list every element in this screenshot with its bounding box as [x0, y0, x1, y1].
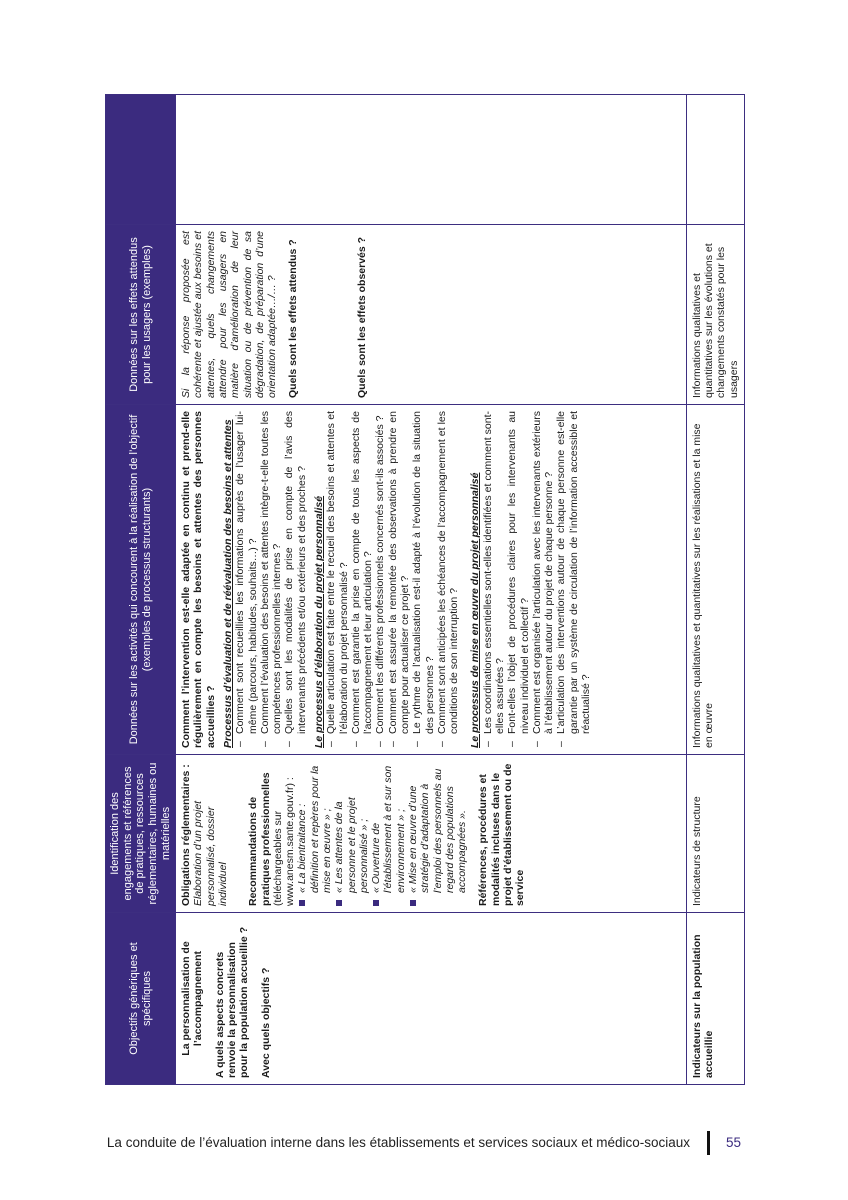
process-2-list: [325, 411, 460, 748]
process-3-title: Le processus de mise en œuvre du projet personnalisé: [469, 472, 482, 748]
header-activities: Données sur les activités qui concourent à la réalisation de l’objectif (exemples de processus structurants): [106, 405, 176, 755]
recommendations-text: (téléchargeables sur www.anesm.sante.gouv.fr) :: [271, 777, 297, 906]
footer-divider: [707, 1131, 710, 1155]
table-row-main: [176, 95, 687, 1085]
list-item: « Ouverture de l’établissement à et sur son environnement » ;: [370, 761, 407, 906]
process-1-title: Processus d’évaluation et de réévaluation des besoins et attentes: [222, 419, 235, 748]
rotated-table-block: [105, 95, 745, 1085]
list-item: – Le rythme de l’actualisation est-il adapté à l’évolution de la situation des personnes ?: [411, 411, 436, 748]
list-item: – Comment sont recueillies les informations auprès de l’usager lui-même (parcours, habitudes, souhaits…) ?: [234, 411, 259, 748]
evaluation-table: [105, 94, 745, 1085]
effects-question-1: Quels sont les effets attendus ?: [287, 239, 300, 398]
header-empty: [106, 95, 176, 225]
list-item: – Comment sont anticipées les échéances de l’accompagnement et les conditions de son interruption ?: [436, 411, 461, 748]
list-item: – Comment est assurée la remontée des observations à prendre en compte pour actualiser ce projet ?: [387, 411, 412, 748]
list-item: – Les coordinations essentielles sont-elles identifiées et comment sont-elles assurées ?: [482, 411, 507, 748]
effects-text: Si la réponse proposée est cohérente et ajustée aux besoins et attentes, quels changements attendre pour les usagers en matière d’amélioration de leur situation ou de prévention de sa dégradation, de préparation d’une orientation adaptée…/… ?: [180, 231, 279, 398]
header-objectives: Objectifs génériques et spécifiques: [106, 913, 176, 1085]
list-item: – Font-elles l’objet de procédures claires pour les intervenants au niveau individuel et collectif ?: [506, 411, 531, 748]
list-item: « La bientraitance : définition et repères pour la mise en œuvre » ;: [296, 761, 333, 906]
objective-question-1: A quels aspects concrets renvoie la personnalisation pour la population accueillie ?: [213, 926, 251, 1078]
header-row: [106, 95, 176, 1085]
indicator-structure: Indicateurs de structure: [686, 755, 744, 913]
page-number: 55: [726, 1135, 742, 1150]
header-effects: Données sur les effets attendus pour les usagers (exemples): [106, 225, 176, 405]
list-item: – L’articulation des interventions autour de chaque personne est-elle garantie par un système de circulation de l’information accessible et réactualisé ?: [555, 411, 592, 748]
list-item: – Comment l’évaluation des besoins et attentes intègre-t-elle toutes les compétences professionnelles internes ?: [259, 411, 284, 748]
objective-title: La personnalisation de l’accompagnement: [180, 941, 205, 1056]
list-item: – Comment est garantie la prise en compte de tous les aspects de l’accompagnement et leur articulation ?: [350, 411, 375, 748]
obligations-title: Obligations réglementaires :: [180, 764, 193, 906]
cell-effects: [176, 225, 687, 405]
effects-question-2: Quels sont les effets observés ?: [355, 236, 368, 398]
procedures-text: Références, procédures et modalités incluses dans le projet d’établissement ou de service: [477, 763, 527, 906]
recommendations-title: Recommandations de pratiques professionnelles: [247, 772, 272, 906]
recommendations-list: [296, 761, 468, 906]
indicator-effects: Informations qualitatives et quantitatives sur les évolutions et changements constatés pour les usagers: [686, 225, 744, 405]
activities-intro: Comment l’intervention est-elle adaptée en continu et prend-elle régulièrement en compte les besoins et attentes des personnes accueillies ?: [180, 411, 217, 748]
list-item: « Mise en œuvre d’une stratégie d’adaptation à l’emploi des personnels au regard des populations accompagnées ».: [407, 761, 468, 906]
header-references: Identification des engagements et références de pratiques, ressources réglementaires, humaines ou matérielles: [106, 755, 176, 913]
cell-empty: [176, 95, 687, 225]
obligations-text: Elaboration d’un projet personnalisé, dossier individuel: [192, 800, 230, 906]
footer-title: La conduite de l’évaluation interne dans les établissements et services sociaux et médico-sociaux: [106, 1135, 690, 1150]
cell-objectives: [176, 913, 687, 1085]
objective-question-2: Avec quels objectifs ?: [259, 967, 272, 1078]
process-2-title: Le processus d’élaboration du projet personnalisé: [313, 495, 326, 748]
list-item: – Quelles sont les modalités de prise en compte de l’avis des intervenants précédents et/ou extérieurs et des proches ?: [283, 411, 308, 748]
indicator-activities: Informations qualitatives et quantitatives sur les réalisations et la mise en œuvre: [686, 405, 744, 755]
table-row-indicators: [686, 95, 744, 1085]
cell-activities: [176, 405, 687, 755]
page-footer: [0, 1131, 848, 1157]
cell-references: [176, 755, 687, 913]
process-1-list: [234, 411, 308, 748]
list-item: – Comment les différents professionnels concernés sont-ils associés ?: [374, 411, 386, 748]
indicator-population: Indicateurs sur la population accueillie: [686, 913, 744, 1085]
process-3-list: [482, 411, 593, 748]
list-item: – Quelle articulation est faite entre le recueil des besoins et attentes et l’élaboration du projet personnalisé ?: [325, 411, 350, 748]
list-item: – Comment est organisée l’articulation avec les intervenants extérieurs à l’établissement autour du projet de chaque personne ?: [531, 411, 556, 748]
list-item: « Les attentes de la personne et le projet personnalisé » ;: [333, 761, 370, 906]
indicator-empty: [686, 95, 744, 225]
